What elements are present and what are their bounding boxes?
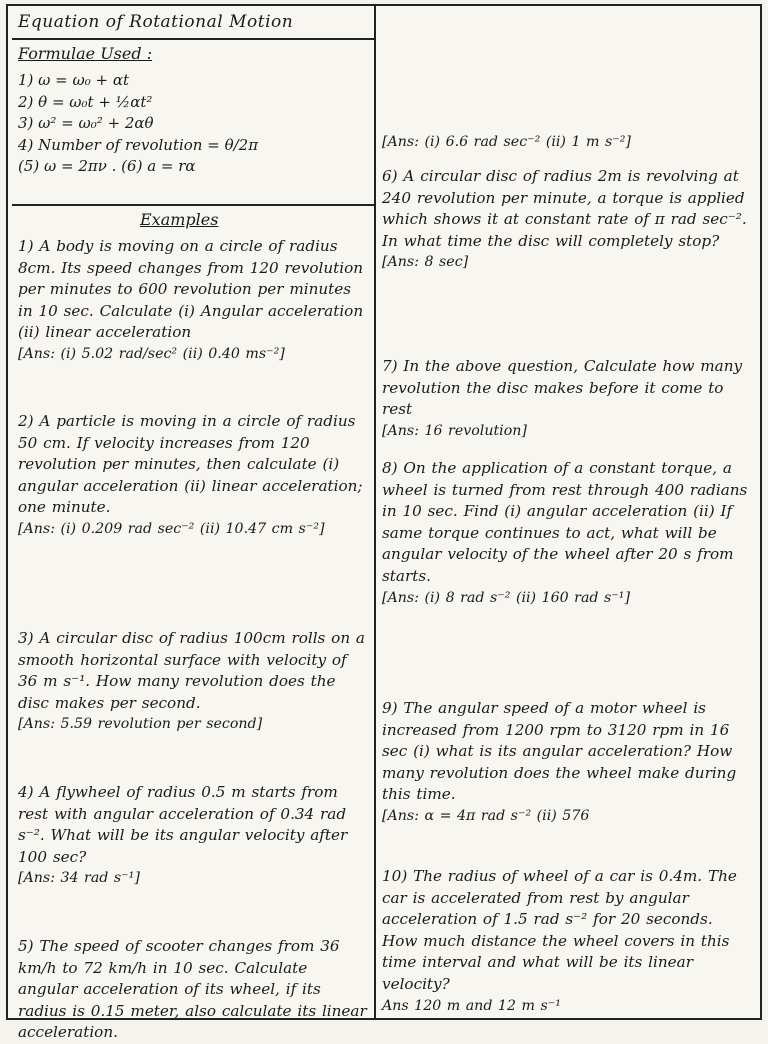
example-question: 4) A flywheel of radius 0.5 m starts from rest with angular acceleration of 0.34 rad s⁻². What will be its angular velocity after 100 sec?	[18, 783, 348, 866]
formula-line: 4) Number of revolution = θ/2π	[18, 135, 259, 154]
example-7	[382, 356, 752, 442]
example-8	[382, 458, 752, 609]
example-question: 3) A circular disc of radius 100cm rolls on a smooth horizontal surface with velocity of 36 m s⁻¹. How many revolution does the disc makes per second.	[18, 629, 365, 712]
example-answer: [Ans: α = 4π rad s⁻² (ii) 576	[382, 807, 590, 824]
formula-line: 3) ω² = ω₀² + 2αθ	[18, 114, 154, 132]
example-answer: [Ans: 16 revolution]	[382, 422, 527, 439]
example-6	[382, 166, 752, 274]
example-question: 9) The angular speed of a motor wheel is increased from 1200 rpm to 3120 rpm in 16 sec (i) what is its angular acceleration? How many revolution does the wheel make during this time.	[382, 699, 737, 804]
formulae-list	[18, 70, 368, 178]
example-answer: [Ans: (i) 0.209 rad sec⁻² (ii) 10.47 cm s⁻²]	[18, 520, 325, 537]
example-answer: [Ans: (i) 6.6 rad sec⁻² (ii) 1 m s⁻²]	[382, 134, 631, 150]
example-5	[18, 936, 370, 1044]
example-answer: Ans 120 m and 12 m s⁻¹	[382, 997, 561, 1014]
formulae-rule	[12, 204, 374, 206]
example-3	[18, 628, 370, 736]
formula-line: 1) ω = ω₀ + αt	[18, 71, 130, 89]
example-answer: [Ans: 34 rad s⁻¹]	[18, 870, 140, 887]
notebook-page	[6, 4, 762, 1042]
formula-line: 2) θ = ω₀t + ½αt²	[18, 92, 153, 111]
formulae-heading: Formulae Used :	[18, 44, 153, 63]
example-10	[382, 866, 752, 1017]
example-question: 1) A body is moving on a circle of radius 8cm. Its speed changes from 120 revolution per minutes to 600 revolution per minutes in 10 sec. Calculate (i) Angular acceleration (ii) linear acceleration	[18, 237, 364, 342]
example-5-continued	[382, 14, 752, 154]
example-answer: [Ans: 8 sec]	[382, 254, 469, 271]
formula-line: (5) ω = 2πν . (6) a = rα	[18, 157, 196, 175]
example-2	[18, 411, 370, 541]
example-question: 2) A particle is moving in a circle of radius 50 cm. If velocity increases from 120 revolution per minutes, then calculate (i) angular acceleration (ii) linear acceleration; one minute.	[18, 412, 363, 517]
title-rule	[12, 38, 374, 40]
examples-heading: Examples	[140, 210, 219, 229]
example-question: 6) A circular disc of radius 2m is revolving at 240 revolution per minute, a torque is applied which shows it at constant rate of π rad sec⁻². In what time the disc will completely stop?	[382, 167, 747, 250]
example-answer: [Ans: (i) 5.02 rad/sec² (ii) 0.40 ms⁻²]	[18, 345, 285, 362]
example-9	[382, 698, 752, 828]
example-1	[18, 236, 370, 366]
example-answer: [Ans: (i) 8 rad s⁻² (ii) 160 rad s⁻¹]	[382, 589, 631, 606]
example-answer: [Ans: 5.59 revolution per second]	[18, 716, 263, 733]
column-divider	[374, 6, 376, 1018]
example-question: 5) The speed of scooter changes from 36 km/h to 72 km/h in 10 sec. Calculate angular acceleration of its wheel, if its radius is 0.15 meter, also calculate its linear acceleration.	[18, 937, 367, 1042]
example-question: 7) In the above question, Calculate how many revolution the disc makes before it come to rest	[382, 357, 743, 419]
page-title: Equation of Rotational Motion	[18, 12, 294, 32]
example-4	[18, 782, 370, 890]
example-question: 8) On the application of a constant torque, a wheel is turned from rest through 400 radians in 10 sec. Find (i) angular acceleration (ii) If same torque continues to act, what will be angular velocity of the wheel after 20 s from starts.	[382, 459, 748, 585]
example-question: 10) The radius of wheel of a car is 0.4m. The car is accelerated from rest by angular acceleration of 1.5 rad s⁻² for 20 seconds. How much distance the wheel covers in this time interval and what will be its linear velocity?	[382, 867, 737, 993]
